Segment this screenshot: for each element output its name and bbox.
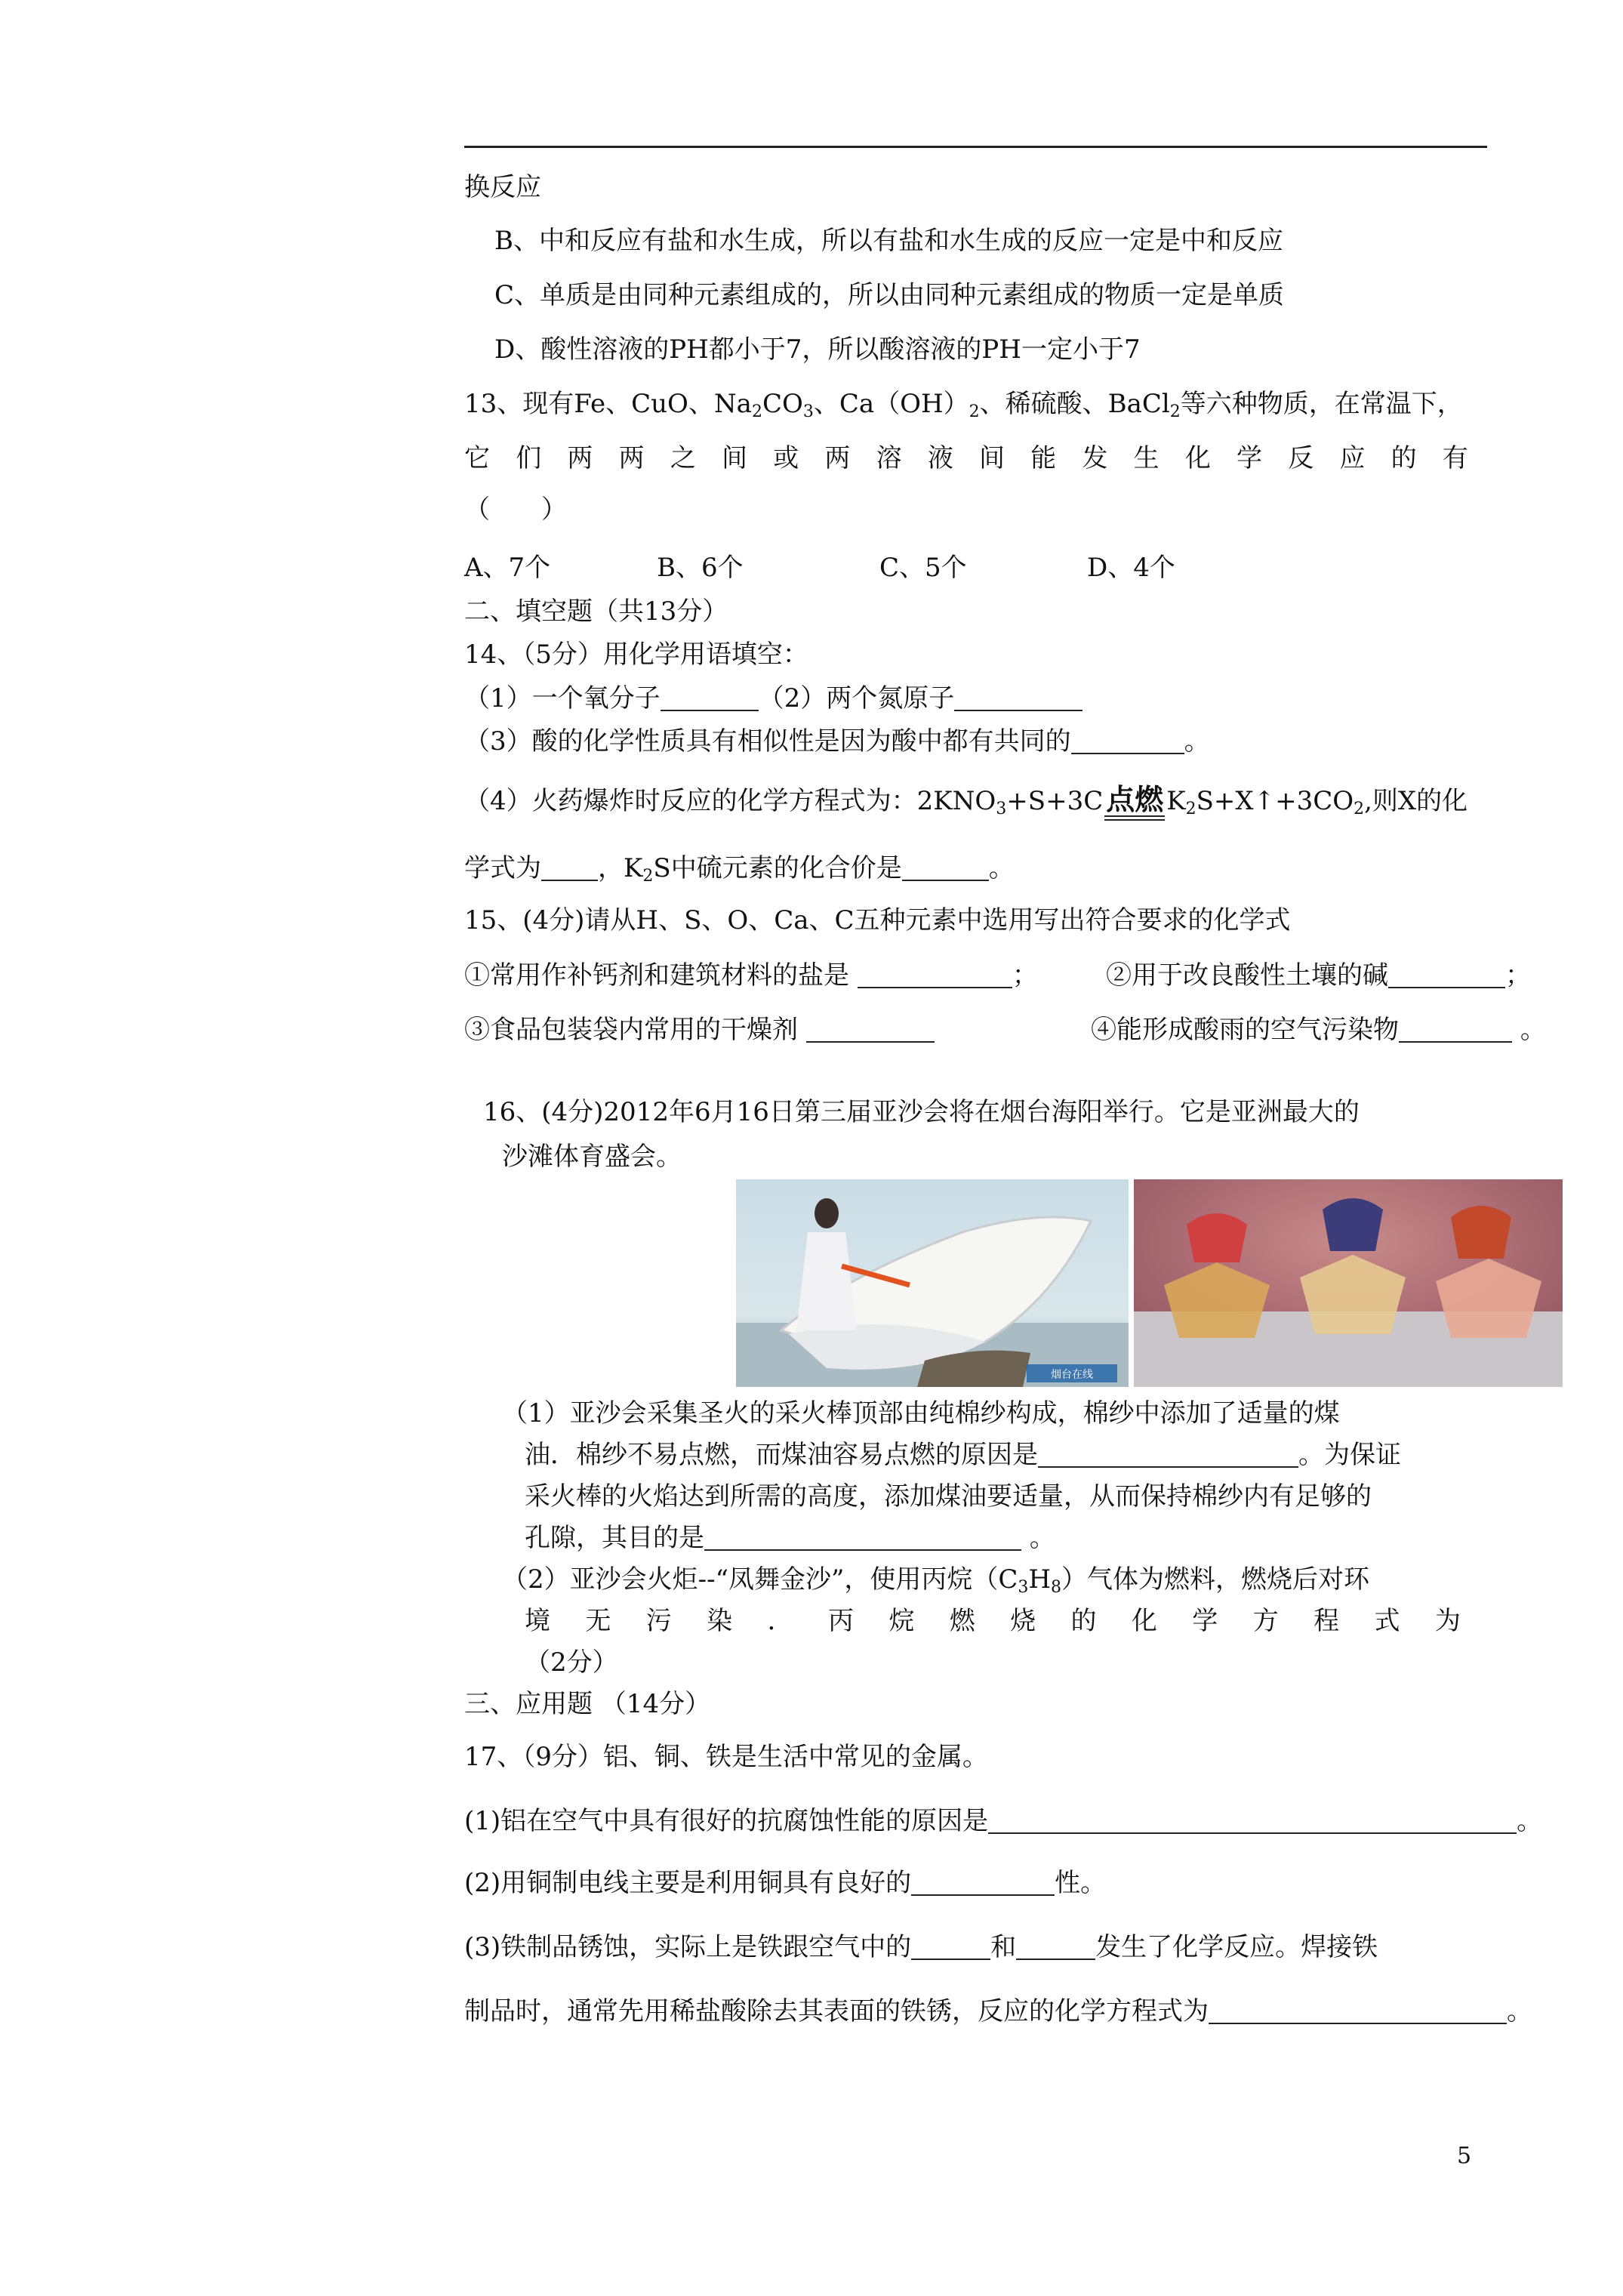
section-2-heading: 二、填空题（共13分） bbox=[464, 596, 728, 627]
q13-option-d: D、4个 bbox=[1087, 553, 1175, 583]
q14-blank-3[interactable] bbox=[1071, 730, 1184, 754]
q12-continuation: 换反应 bbox=[464, 172, 541, 202]
q15-item2: ②用于改良酸性土壤的碱 ； bbox=[1106, 960, 1531, 991]
q12-option-d: D、酸性溶液的PH都小于7，所以酸溶液的PH一定小于7 bbox=[494, 334, 1141, 365]
q14-part4-equation: （4）火药爆炸时反应的化学方程式为：$2KNO_3+S+3C$ 点燃 $K_2S+X↑+3CO_2$,则X的化 bbox=[464, 782, 1468, 818]
section-3-heading: 三、应用题 （14分） bbox=[464, 1689, 711, 1719]
q14-heading: 14、（5分）用化学用语填空： bbox=[464, 639, 808, 670]
q15-blank-2[interactable] bbox=[1388, 964, 1505, 988]
photo-watermark: 烟台在线 bbox=[1051, 1369, 1093, 1381]
page-number: 5 bbox=[1457, 2143, 1472, 2169]
torch-lighting-photo bbox=[736, 1179, 1129, 1387]
q13-answer-paren: （ ） bbox=[464, 495, 567, 525]
q17-blank-4[interactable] bbox=[1016, 1936, 1095, 1960]
q15-heading: 15、(4分)请从H、S、O、Ca、C五种元素中选用写出符合要求的化学式 bbox=[464, 905, 1291, 935]
q14-blank-1[interactable] bbox=[661, 687, 759, 711]
reaction-condition: 点燃 bbox=[1103, 783, 1166, 816]
q12-option-c: C、单质是由同种元素组成的，所以由同种元素组成的物质一定是单质 bbox=[494, 280, 1285, 310]
q15-blank-4[interactable] bbox=[1399, 1019, 1512, 1043]
q16-blank-2[interactable] bbox=[704, 1527, 1021, 1551]
header-rule bbox=[464, 146, 1487, 148]
q13-stem-line1: 13、现有Fe、CuO、$Na_2CO_3$、$Ca(OH)_2$、稀硫酸、BaCl$_2$等六种物质，在常温下， bbox=[464, 389, 1463, 421]
q16-blank-1[interactable] bbox=[1038, 1444, 1298, 1468]
q16-part1-line2: 油．棉纱不易点燃，而煤油容易点燃的原因是 。为保证 bbox=[525, 1440, 1401, 1470]
q14-blank-2[interactable] bbox=[954, 687, 1083, 711]
q13-stem-line2: 它 们 两 两 之 间 或 两 溶 液 间 能 发 生 化 学 反 应 的 有 bbox=[464, 443, 1468, 473]
q17-blank-5[interactable] bbox=[1209, 2000, 1507, 2024]
q13-option-c: C、5个 bbox=[879, 553, 967, 583]
q14-blank-4[interactable] bbox=[541, 857, 598, 881]
q16-heading: 16、(4分)2012年6月16日第三届亚沙会将在烟台海阳举行。它是亚洲最大的 bbox=[483, 1097, 1360, 1127]
q16-part2-line1: （2）亚沙会火炬--“凤舞金沙”，使用丙烷$(C_3H_8)$气体为燃料，燃烧后对环 bbox=[502, 1564, 1370, 1597]
q17-part2: (2)用铜制电线主要是利用铜具有良好的 性。 bbox=[464, 1868, 1107, 1898]
q13-option-b: B、6个 bbox=[657, 553, 744, 583]
q15-item4: ④能形成酸雨的空气污染物 。 bbox=[1091, 1015, 1546, 1045]
q15-item3: ③食品包装袋内常用的干燥剂 bbox=[464, 1013, 935, 1046]
q16-part1-line1: （1）亚沙会采集圣火的采火棒顶部由纯棉纱构成，棉纱中添加了适量的煤 bbox=[502, 1398, 1340, 1428]
q17-part3: (3)铁制品锈蚀，实际上是铁跟空气中的 和 发生了化学反应。焊接铁 bbox=[464, 1932, 1378, 1962]
q16-part1-line3: 采火棒的火焰达到所需的高度，添加煤油要适量，从而保持棉纱内有足够的 bbox=[525, 1481, 1372, 1512]
q16-heading-line2: 沙滩体育盛会。 bbox=[502, 1142, 682, 1172]
q17-heading: 17、（9分）铝、铜、铁是生活中常见的金属。 bbox=[464, 1742, 988, 1772]
torch-display-photo bbox=[1134, 1179, 1563, 1387]
q14-part3: （3）酸的化学性质具有相似性是因为酸中都有共同的 。 bbox=[464, 726, 1210, 757]
q14-blank-5[interactable] bbox=[902, 857, 989, 881]
q12-option-b: B、中和反应有盐和水生成，所以有盐和水生成的反应一定是中和反应 bbox=[494, 226, 1283, 256]
q16-part1-line4: 孔隙，其目的是 。 bbox=[525, 1523, 1055, 1553]
q14-part4-questions: 学式为 ，$K_2S$中硫元素的化合价是 。 bbox=[464, 853, 1015, 886]
q13-option-a: A、7个 bbox=[464, 553, 551, 583]
q17-part1: (1)铝在空气中具有很好的抗腐蚀性能的原因是 。 bbox=[464, 1806, 1543, 1836]
q17-blank-2[interactable] bbox=[911, 1872, 1055, 1896]
q15-blank-1[interactable] bbox=[858, 964, 1012, 988]
q15-blank-3[interactable] bbox=[806, 1019, 935, 1043]
q17-blank-3[interactable] bbox=[911, 1936, 990, 1960]
q14-part1-2: （1）一个氧分子 （2）两个氮原子 bbox=[464, 682, 1083, 715]
q17-blank-1[interactable] bbox=[988, 1810, 1517, 1834]
q15-item1: ①常用作补钙剂和建筑材料的盐是 ； bbox=[464, 960, 1038, 991]
q16-part2-score: （2分） bbox=[525, 1647, 618, 1678]
q16-part2-line2: 境 无 污 染 ． 丙 烷 燃 烧 的 化 学 方 程 式 为 bbox=[525, 1606, 1461, 1636]
q17-part3-continued: 制品时，通常先用稀盐酸除去其表面的铁锈，反应的化学方程式为 。 bbox=[464, 1996, 1532, 2026]
